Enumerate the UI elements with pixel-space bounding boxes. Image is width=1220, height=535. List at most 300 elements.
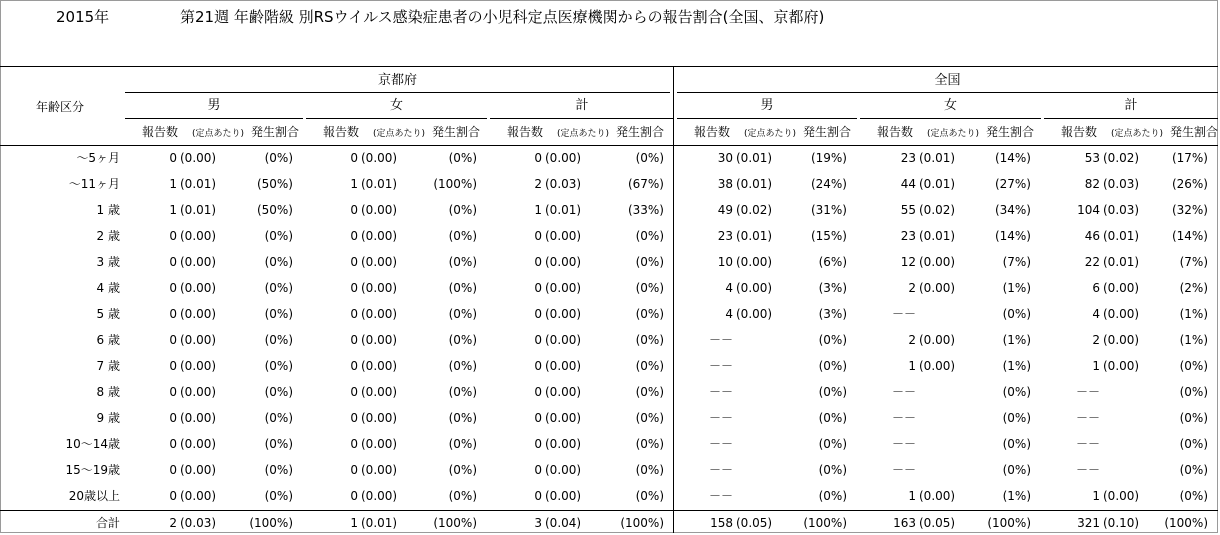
rate-value: (0%) [818,437,847,451]
report-count: 0 [534,307,542,321]
age-label: 8 歳 [96,385,120,399]
rate-value: (0%) [448,307,477,321]
rate-value: (14%) [994,151,1031,165]
report-count: 2 [169,516,177,530]
report-count: 0 [350,307,358,321]
per-site-value: (0.03) [1103,177,1140,191]
age-label: ～5ヶ月 [76,151,120,165]
rate-value: (33%) [627,203,664,217]
rate-value: (1%) [1002,281,1031,295]
report-count: －－ [891,385,916,399]
report-count: 321 [1077,516,1100,530]
rate-value: (100%) [987,516,1031,530]
report-count: 6 [1092,281,1100,295]
report-count: 0 [534,411,542,425]
report-count: 0 [350,463,358,477]
per-site-value: (0.00) [180,281,217,295]
rate-value: (26%) [1171,177,1208,191]
rate-value: (0%) [448,151,477,165]
per-site-value: (0.00) [361,463,398,477]
age-label: 6 歳 [96,333,120,347]
report-count: 0 [169,463,177,477]
rate-value: (1%) [1179,333,1208,347]
rate-value: (0%) [264,151,293,165]
rate-value: (0%) [1179,437,1208,451]
report-count: －－ [708,437,733,451]
per-site-value: (0.02) [736,203,773,217]
report-count: 23 [900,151,916,165]
rate-value: (50%) [256,177,293,191]
per-site-value: (0.00) [545,333,582,347]
per-site-value: (0.00) [1103,281,1140,295]
sex-underline [306,118,487,119]
per-site-value: (0.01) [180,177,217,191]
per-site-value: (0.00) [545,229,582,243]
report-count: 0 [169,255,177,269]
per-site-value: (0.00) [361,333,398,347]
per-site-subheader: (定点あたり) [1111,129,1164,139]
report-count: 44 [900,177,916,191]
sex-underline [860,118,1041,119]
age-label: 7 歳 [96,359,120,373]
count-subheader: 報告数 [507,125,544,139]
rate-value: (0%) [264,411,293,425]
per-site-value: (0.00) [361,489,398,503]
sex-header: 計 [1124,98,1138,113]
rate-value: (100%) [433,177,477,191]
per-site-value: (0.00) [180,255,217,269]
per-site-value: (0.03) [1103,203,1140,217]
count-subheader: 報告数 [323,125,360,139]
report-count: 0 [169,437,177,451]
rate-value: (0%) [818,359,847,373]
per-site-value: (0.00) [180,385,217,399]
report-count: 12 [900,255,916,269]
rate-value: (1%) [1002,333,1031,347]
report-count: 53 [1084,151,1100,165]
per-site-value: (0.01) [545,203,582,217]
per-site-value: (0.01) [361,516,398,530]
region-header: 京都府 [377,73,417,88]
report-count: 2 [534,177,542,191]
report-count: 23 [900,229,916,243]
sex-header: 男 [207,98,221,113]
rate-value: (14%) [1171,229,1208,243]
per-site-subheader: (定点あたり) [373,129,426,139]
per-site-value: (0.00) [736,307,773,321]
rate-value: (0%) [1002,411,1031,425]
rate-subheader: 発生割合 [616,125,665,139]
per-site-value: (0.00) [361,359,398,373]
report-count: 4 [1092,307,1100,321]
per-site-value: (0.00) [180,489,217,503]
rate-value: (0%) [818,385,847,399]
rate-value: (0%) [264,437,293,451]
per-site-value: (0.01) [361,177,398,191]
per-site-value: (0.01) [1103,229,1140,243]
report-count: －－ [708,489,733,503]
report-count: 4 [725,281,733,295]
rate-value: (17%) [1171,151,1208,165]
rate-value: (0%) [264,281,293,295]
report-count: 0 [534,489,542,503]
header-top-line [0,66,1218,67]
report-count: 0 [169,281,177,295]
rate-subheader: 発生割合 [251,125,300,139]
report-count: 0 [350,151,358,165]
per-site-value: (0.00) [1103,359,1140,373]
per-site-subheader: (定点あたり) [192,129,245,139]
report-count: －－ [708,359,733,373]
rate-value: (0%) [448,229,477,243]
report-count: －－ [708,411,733,425]
rate-value: (100%) [433,516,477,530]
rate-value: (0%) [264,385,293,399]
rate-value: (0%) [448,489,477,503]
report-count: 0 [169,333,177,347]
per-site-value: (0.00) [180,359,217,373]
per-site-value: (0.05) [919,516,956,530]
sex-header: 男 [760,98,774,113]
rate-value: (1%) [1002,359,1031,373]
report-count: 0 [169,359,177,373]
per-site-value: (0.00) [180,463,217,477]
per-site-value: (0.00) [545,385,582,399]
rate-value: (0%) [448,281,477,295]
per-site-value: (0.00) [919,333,956,347]
age-label: 3 歳 [96,255,120,269]
report-count: 104 [1077,203,1100,217]
report-count: 0 [350,489,358,503]
rate-value: (0%) [448,359,477,373]
per-site-value: (0.00) [361,411,398,425]
report-count: 4 [725,307,733,321]
rate-value: (0%) [1002,437,1031,451]
report-count: 1 [169,177,177,191]
report-count: 0 [534,437,542,451]
rate-subheader: 発生割合 [432,125,481,139]
rate-value: (0%) [818,411,847,425]
per-site-value: (0.00) [1103,489,1140,503]
region-header: 全国 [934,73,961,88]
report-count: 1 [1092,489,1100,503]
per-site-value: (0.05) [736,516,773,530]
sex-header: 計 [575,98,589,113]
per-site-value: (0.00) [180,151,217,165]
per-site-value: (0.03) [180,516,217,530]
per-site-value: (0.00) [361,437,398,451]
count-subheader: 報告数 [142,125,179,139]
per-site-value: (0.01) [919,229,956,243]
report-count: －－ [708,333,733,347]
per-site-value: (0.00) [545,463,582,477]
report-count: 1 [908,359,916,373]
per-site-value: (0.10) [1103,516,1140,530]
per-site-value: (0.00) [180,333,217,347]
rate-value: (24%) [810,177,847,191]
rate-value: (0%) [264,489,293,503]
report-count: －－ [1075,437,1100,451]
report-count: 2 [1092,333,1100,347]
per-site-subheader: (定点あたり) [557,129,610,139]
report-count: －－ [891,307,916,321]
report-title: 第21週 年齢階級 別RSウイルス感染症患者の小児科定点医療機関からの報告割合(全国、京都府) [180,8,825,26]
rate-value: (0%) [635,359,664,373]
per-site-value: (0.00) [180,411,217,425]
rate-value: (3%) [818,307,847,321]
per-site-value: (0.00) [1103,307,1140,321]
per-site-value: (0.01) [919,151,956,165]
per-site-value: (0.00) [545,255,582,269]
per-site-value: (0.00) [919,281,956,295]
sex-underline [125,118,303,119]
rate-value: (100%) [620,516,664,530]
rate-value: (0%) [264,255,293,269]
total-separator-line [0,510,1218,511]
rate-value: (0%) [635,333,664,347]
report-count: －－ [708,463,733,477]
per-site-value: (0.01) [736,151,773,165]
rate-value: (32%) [1171,203,1208,217]
rate-value: (0%) [448,203,477,217]
per-site-value: (0.00) [361,385,398,399]
count-subheader: 報告数 [694,125,731,139]
report-count: 0 [534,463,542,477]
rate-value: (0%) [264,229,293,243]
report-count: 0 [534,281,542,295]
report-count: 1 [1092,359,1100,373]
rate-value: (2%) [1179,281,1208,295]
age-header: 年齢区分 [35,100,84,114]
report-count: 49 [717,203,733,217]
report-count: 2 [908,333,916,347]
per-site-value: (0.00) [180,307,217,321]
report-count: 3 [534,516,542,530]
per-site-value: (0.00) [545,359,582,373]
per-site-value: (0.03) [545,177,582,191]
report-count: 55 [900,203,916,217]
rate-value: (0%) [1179,411,1208,425]
header-bottom-line [0,145,1218,146]
report-count: 0 [534,255,542,269]
report-count: 1 [169,203,177,217]
age-label: 2 歳 [96,229,120,243]
region-underline-kyoto [125,92,670,93]
per-site-value: (0.00) [545,151,582,165]
per-site-value: (0.02) [1103,151,1140,165]
report-count: 2 [908,281,916,295]
report-count: 0 [169,307,177,321]
per-site-value: (0.00) [361,203,398,217]
rate-value: (3%) [818,281,847,295]
rate-value: (0%) [1002,385,1031,399]
rate-value: (0%) [448,255,477,269]
report-count: 0 [350,255,358,269]
per-site-value: (0.00) [545,437,582,451]
per-site-value: (0.00) [545,411,582,425]
rate-value: (15%) [810,229,847,243]
report-count: 82 [1084,177,1100,191]
report-count: 0 [350,333,358,347]
report-count: 0 [534,151,542,165]
rate-value: (0%) [1002,307,1031,321]
per-site-value: (0.01) [736,229,773,243]
rate-value: (6%) [818,255,847,269]
rate-value: (27%) [994,177,1031,191]
sex-header: 女 [389,98,403,113]
rate-value: (7%) [1002,255,1031,269]
report-count: 0 [534,385,542,399]
per-site-value: (0.00) [1103,333,1140,347]
rate-value: (0%) [264,333,293,347]
report-count: 30 [717,151,733,165]
report-count: 0 [350,359,358,373]
rate-value: (0%) [818,489,847,503]
age-label: 9 歳 [96,411,120,425]
sex-underline [677,118,857,119]
rate-value: (7%) [1179,255,1208,269]
per-site-value: (0.00) [545,489,582,503]
report-count: －－ [1075,463,1100,477]
per-site-value: (0.01) [919,177,956,191]
report-count: 1 [534,203,542,217]
per-site-value: (0.01) [180,203,217,217]
age-label: ～11ヶ月 [68,177,120,191]
per-site-value: (0.04) [545,516,582,530]
age-label: 1 歳 [96,203,120,217]
rate-value: (0%) [635,307,664,321]
per-site-value: (0.01) [1103,255,1140,269]
report-count: 0 [169,385,177,399]
count-subheader: 報告数 [1061,125,1098,139]
report-count: 0 [534,229,542,243]
sex-header: 女 [943,98,957,113]
age-label: 20歳以上 [68,489,120,503]
age-label: 15～19歳 [65,463,120,477]
rate-value: (0%) [1179,385,1208,399]
rate-value: (1%) [1179,307,1208,321]
rate-value: (0%) [448,333,477,347]
report-count: 0 [350,229,358,243]
rate-value: (0%) [264,463,293,477]
per-site-value: (0.00) [919,489,956,503]
rate-value: (0%) [635,229,664,243]
rate-subheader: 発生割合 [986,125,1035,139]
report-count: －－ [1075,385,1100,399]
rate-value: (0%) [264,359,293,373]
per-site-value: (0.00) [361,151,398,165]
rate-subheader: 発生割合 [803,125,852,139]
age-label: 5 歳 [96,307,120,321]
per-site-value: (0.00) [361,307,398,321]
report-count: 0 [534,359,542,373]
rate-value: (0%) [1179,489,1208,503]
report-count: 0 [169,229,177,243]
per-site-value: (0.00) [361,229,398,243]
rate-value: (0%) [448,437,477,451]
count-subheader: 報告数 [877,125,914,139]
report-year: 2015年 [56,8,110,26]
report-count: 0 [350,385,358,399]
rate-value: (0%) [818,333,847,347]
report-count: －－ [708,385,733,399]
rate-value: (50%) [256,203,293,217]
sex-underline [1044,118,1218,119]
rate-value: (100%) [1164,516,1208,530]
per-site-value: (0.00) [919,359,956,373]
region-underline-national [677,92,1218,93]
rate-value: (100%) [249,516,293,530]
age-label: 4 歳 [96,281,120,295]
report-count: 23 [717,229,733,243]
report-count: －－ [891,463,916,477]
rate-value: (0%) [264,307,293,321]
rate-value: (0%) [635,489,664,503]
report-count: 0 [169,151,177,165]
rate-value: (0%) [635,281,664,295]
report-count: 0 [169,411,177,425]
report-count: 0 [350,203,358,217]
report-count: 1 [350,516,358,530]
per-site-value: (0.00) [361,281,398,295]
per-site-value: (0.02) [919,203,956,217]
per-site-value: (0.00) [736,281,773,295]
sex-underline [490,118,674,119]
report-count: －－ [1075,411,1100,425]
rate-value: (1%) [1002,489,1031,503]
rate-value: (0%) [448,385,477,399]
rate-value: (0%) [635,151,664,165]
rate-value: (0%) [1179,359,1208,373]
report-count: 1 [350,177,358,191]
rate-value: (0%) [635,385,664,399]
age-label: 10～14歳 [65,437,120,451]
per-site-value: (0.00) [180,229,217,243]
rate-value: (19%) [810,151,847,165]
rate-value: (0%) [448,463,477,477]
rate-value: (0%) [635,411,664,425]
report-count: 0 [350,281,358,295]
report-count: 10 [717,255,733,269]
total-label: 合計 [95,516,120,530]
per-site-value: (0.00) [736,255,773,269]
rate-value: (34%) [994,203,1031,217]
report-count: 0 [169,489,177,503]
report-count: －－ [891,411,916,425]
per-site-value: (0.01) [736,177,773,191]
report-count: 0 [350,411,358,425]
per-site-value: (0.00) [545,281,582,295]
report-count: 163 [893,516,916,530]
per-site-value: (0.00) [361,255,398,269]
rate-value: (0%) [1002,463,1031,477]
report-count: 1 [908,489,916,503]
report-count: －－ [891,437,916,451]
report-count: 0 [350,437,358,451]
per-site-value: (0.00) [919,255,956,269]
rate-value: (0%) [635,463,664,477]
rate-value: (31%) [810,203,847,217]
per-site-value: (0.00) [180,437,217,451]
rate-subheader: 発生割合 [1170,125,1219,139]
report-count: 38 [717,177,733,191]
rate-value: (0%) [635,437,664,451]
rate-value: (0%) [635,255,664,269]
report-count: 0 [534,333,542,347]
rate-value: (14%) [994,229,1031,243]
rate-value: (0%) [1179,463,1208,477]
rate-value: (100%) [803,516,847,530]
